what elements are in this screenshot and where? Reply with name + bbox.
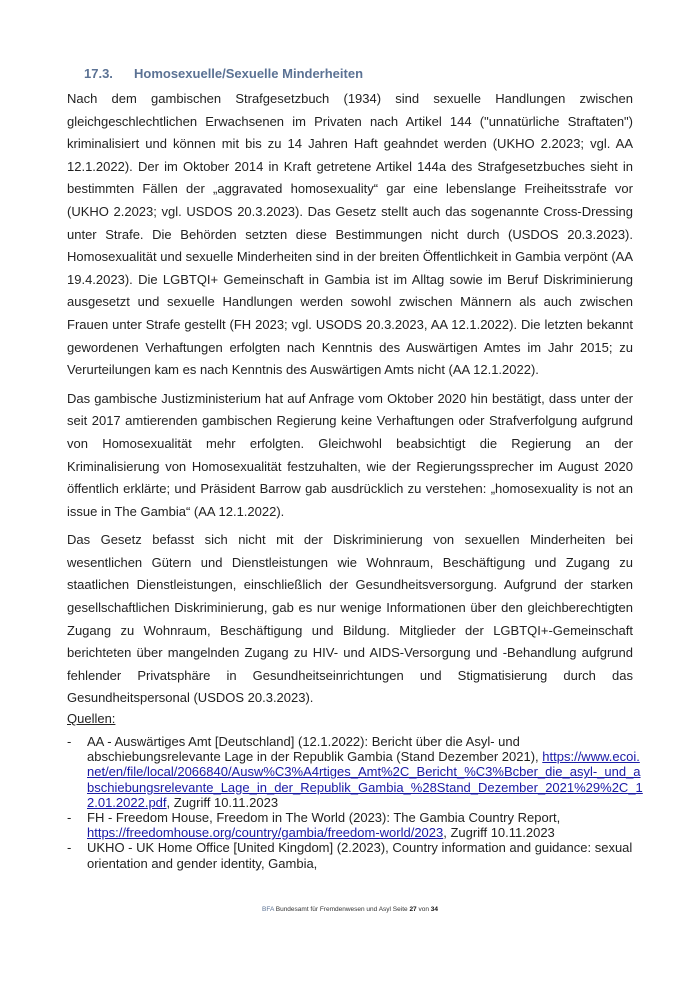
page-number: 27	[409, 906, 417, 913]
section-title: Homosexuelle/Sexuelle Minderheiten	[134, 66, 364, 81]
source-text: AA - Auswärtiges Amt [Deutschland] (12.1.2022): Bericht über die Asyl- und abschiebungsrelevante Lage in der Republik Gambia (Stand Dezember 2021),	[87, 734, 543, 765]
paragraph: Das gambische Justizministerium hat auf Anfrage vom Oktober 2020 hin bestätigt, dass unter der seit 2017 amtierenden gambischen Regierung keine Verhaftungen oder Strafverfolgung aufgrund von Homosexualität mehr erfolgten. Gleichwohl beabsichtigt die Regierung an der Kriminalisierung von Homosexualität festzuhalten, wie der Regierungssprecher im August 2020 öffentlich erklärte; und Präsident Barrow gab ausdrücklich zu verstehen: „homosexuality is not an issue in The Gambia“ (AA 12.1.2022).	[67, 390, 633, 519]
source-item	[67, 840, 647, 870]
list-bullet: -	[67, 810, 72, 826]
footer-of: von	[416, 906, 431, 913]
source-link[interactable]: https://freedomhouse.org/country/gambia/freedom-world/2023	[87, 825, 444, 841]
source-text: UKHO - UK Home Office [United Kingdom] (2.2023), Country information and guidance: sexual orientation and gender identity, Gambia,	[87, 840, 633, 871]
sources-heading: Quellen:	[67, 711, 116, 726]
page-footer	[0, 906, 700, 913]
section-number: 17.3.	[84, 66, 113, 81]
source-item	[67, 734, 647, 810]
source-access-date: , Zugriff 10.11.2023	[443, 825, 555, 841]
paragraph: Nach dem gambischen Strafgesetzbuch (1934) sind sexuelle Handlungen zwischen gleichgeschlechtlichen Erwachsenen im Privaten nach Artikel 144 ("unnatürliche Straftaten") kriminalisiert und können mit bis zu 14 Jahren Haft geahndet werden (UKHO 2.2023; vgl. AA 12.1.2022). Der im Oktober 2014 in Kraft getretene Artikel 144a des Strafgesetzbuches sieht in bestimmten Fällen der „aggravated homosexuality“ gar eine lebenslange Freiheitsstrafe vor (UKHO 2.2023; vgl. USDOS 20.3.2023). Das Gesetz stellt auch das sogenannte Cross-Dressing unter Strafe. Die Behörden setzten diese Bestimmungen nicht durch (USDOS 20.3.2023). Homosexualität und sexuelle Minderheiten sind in der breiten Öffentlichkeit in Gambia verpönt (AA 19.4.2023). Die LGBTQI+ Gemeinschaft in Gambia ist im Alltag sowie im Beruf Diskriminierung ausgesetzt und sexuelle Handlungen werden sowohl zwischen Männern als auch zwischen Frauen unter Strafe gestellt (FH 2023; vgl. USODS 20.3.2023, AA 12.1.2022). Die letzten bekannt gewordenen Verhaftungen erfolgten nach Kenntnis des Auswärtigen Amtes im Jahr 2015; zu Verurteilungen kam es nach Kenntnis des Auswärtigen Amts nicht (AA 12.1.2022).	[67, 91, 633, 378]
source-text: FH - Freedom House, Freedom in The World (2023): The Gambia Country Report,	[87, 810, 561, 826]
source-item	[67, 810, 647, 840]
list-bullet: -	[67, 734, 72, 749]
sources-list	[67, 734, 647, 871]
section-heading	[84, 66, 363, 81]
source-access-date: , Zugriff 10.11.2023	[166, 794, 279, 810]
body-text	[67, 88, 633, 716]
page-total: 34	[430, 906, 438, 913]
source-link[interactable]: https://www.ecoi.net/en/file/local/2066840/Ausw%C3%A4rtiges_Amt%2C_Bericht_%C3%Bcber_die_asyl-_und_abschiebungsrelevante_Lage_in_der_Republik_Gambia_%28Stand_Dezember_2021%29%2C_12.01.2022.pdf	[87, 749, 643, 810]
list-bullet: -	[67, 840, 72, 856]
bfa-logo-text: BFA	[262, 906, 274, 913]
footer-org: Bundesamt für Fremdenwesen und Asyl Seite	[273, 906, 410, 913]
paragraph: Das Gesetz befasst sich nicht mit der Diskriminierung von sexuellen Minderheiten bei wesentlichen Gütern und Dienstleistungen wie Wohnraum, Beschäftigung und Zugang zu staatlichen Dienstleistungen, einschließlich der Gesundheitsversorgung. Aufgrund der starken gesellschaftlichen Diskriminierung, gab es nur wenige Informationen über den gleichberechtigten Zugang zu Wohnraum, Beschäftigung und Bildung. Mitglieder der LGBTQI+-Gemeinschaft berichteten über mangelnden Zugang zu HIV- und AIDS-Versorgung und -Behandlung aufgrund fehlender Privatsphäre in Gesundheitseinrichtungen und Stigmatisierung durch das Gesundheitspersonal (USDOS 20.3.2023).	[67, 532, 633, 706]
